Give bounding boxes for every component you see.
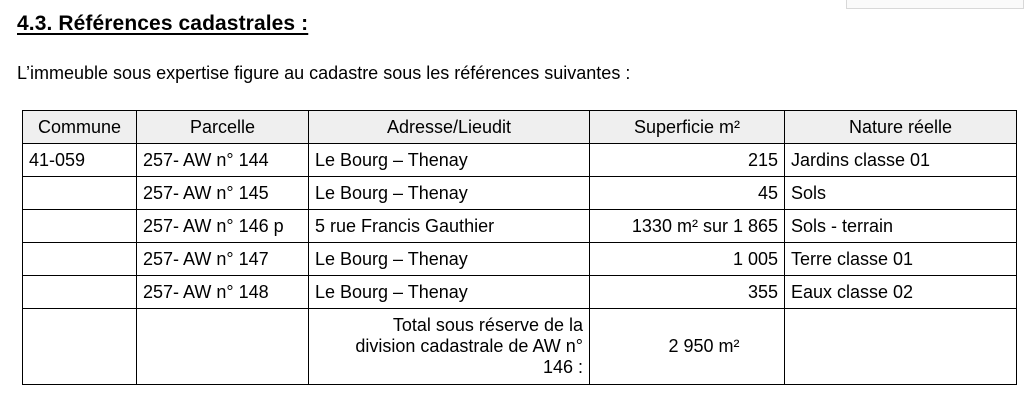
cell-parcelle: 257- AW n° 145 [137,177,309,210]
cell-adresse: Le Bourg – Thenay [309,177,590,210]
cell-nature: Sols [785,177,1017,210]
header-nature: Nature réelle [785,111,1017,144]
total-value: 2 950 m² [590,309,785,385]
cell-nature: Terre classe 01 [785,243,1017,276]
cell-commune: 41-059 [23,144,137,177]
cell-commune [23,177,137,210]
table-row [23,144,1017,177]
table-row [23,210,1017,243]
table-row [23,276,1017,309]
table-header-row [23,111,1017,144]
cadastral-table [22,110,1017,385]
cell-nature: Sols - terrain [785,210,1017,243]
total-label [309,309,590,385]
table-row [23,177,1017,210]
header-parcelle: Parcelle [137,111,309,144]
cell-empty [785,309,1017,385]
cell-parcelle: 257- AW n° 146 p [137,210,309,243]
total-label-line: 146 : [542,357,583,377]
cell-superficie: 215 [590,144,785,177]
header-superficie: Superficie m² [590,111,785,144]
page-corner-box [846,0,1024,9]
cell-parcelle: 257- AW n° 147 [137,243,309,276]
cell-nature: Jardins classe 01 [785,144,1017,177]
header-commune: Commune [23,111,137,144]
table-row [23,243,1017,276]
total-label-line: division cadastrale de AW n° [355,336,583,356]
cell-parcelle: 257- AW n° 148 [137,276,309,309]
table-total-row [23,309,1017,385]
cell-commune [23,210,137,243]
cell-commune [23,243,137,276]
cell-superficie: 45 [590,177,785,210]
total-label-line: Total sous réserve de la [392,315,583,335]
cell-adresse: 5 rue Francis Gauthier [309,210,590,243]
cell-empty [137,309,309,385]
cell-adresse: Le Bourg – Thenay [309,144,590,177]
cell-adresse: Le Bourg – Thenay [309,276,590,309]
cell-superficie: 1 005 [590,243,785,276]
cell-parcelle: 257- AW n° 144 [137,144,309,177]
cell-commune [23,276,137,309]
cell-empty [23,309,137,385]
cell-superficie: 1330 m² sur 1 865 [590,210,785,243]
cell-superficie: 355 [590,276,785,309]
cell-nature: Eaux classe 02 [785,276,1017,309]
section-heading: 4.3. Références cadastrales : [17,12,309,35]
intro-paragraph: L’immeuble sous expertise figure au cadastre sous les références suivantes : [17,63,631,83]
header-adresse: Adresse/Lieudit [309,111,590,144]
cell-adresse: Le Bourg – Thenay [309,243,590,276]
